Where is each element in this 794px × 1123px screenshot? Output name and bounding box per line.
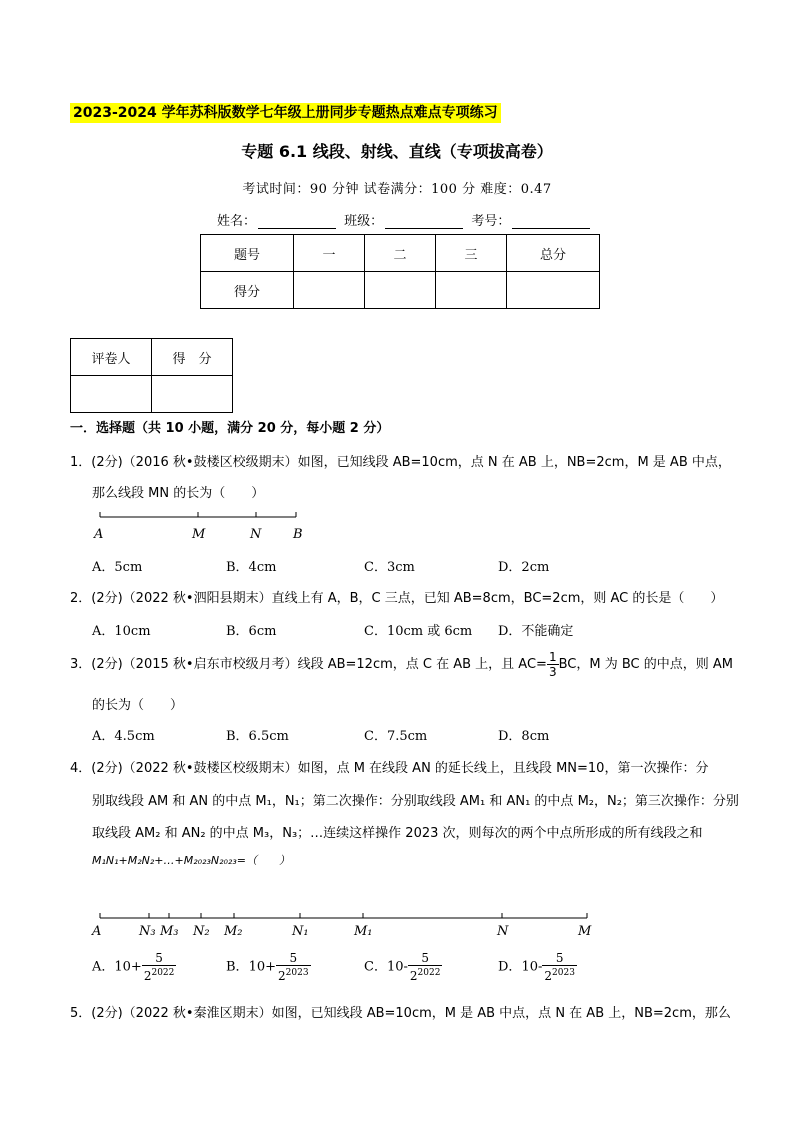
section-heading: 一．选择题（共 10 小题，满分 20 分，每小题 2 分） (70, 421, 390, 436)
q4-label-m1: M₁ (354, 924, 373, 939)
q4-option-d-letter: D． (498, 959, 522, 975)
class-label: 班级： (344, 214, 384, 229)
question-4-line-4: M₁N₁+M₂N₂+…+M₂₀₂₃N₂₀₂₃=（ ） (92, 854, 290, 867)
q3-option-b[interactable]: B．6.5cm (226, 729, 289, 744)
q1-label-a: A (94, 527, 104, 542)
q3-text-b: BC，M 为 BC 的中点，则 AM (558, 657, 733, 672)
score-cell[interactable] (365, 272, 436, 309)
grader-table (70, 338, 233, 413)
q4-option-d-frac (542, 951, 577, 983)
name-field[interactable] (258, 215, 336, 229)
q4-option-a-num: 5 (142, 951, 177, 966)
q1-option-b[interactable]: B．4cm (226, 560, 277, 575)
q3-frac-den: 3 (548, 665, 557, 679)
document-banner: 2023-2024 学年苏科版数学七年级上册同步专题热点难点专项练习 (70, 103, 501, 123)
id-field[interactable] (512, 215, 590, 229)
q4-option-a-frac (142, 951, 177, 983)
q4-option-d-den (542, 966, 577, 983)
page-title: 专题 6.1 线段、射线、直线（专项拔高卷） (241, 142, 553, 161)
q4-option-c[interactable] (364, 951, 442, 983)
q4-label-m3: M₃ (160, 924, 179, 939)
q4-option-a-prefix: 10+ (114, 959, 142, 975)
q4-label-a: A (92, 924, 102, 939)
q4-option-b-frac (276, 951, 311, 983)
q4-option-c-exp: 2022 (417, 968, 441, 978)
grader-header-cell: 得 分 (152, 339, 233, 376)
q1-label-n: N (250, 527, 262, 542)
q1-option-c[interactable]: C．3cm (364, 560, 415, 575)
q4-option-a-den (142, 966, 177, 983)
q4-option-a-base: 2 (143, 969, 152, 983)
question-4-line-2: 别取线段 AM 和 AN 的中点 M₁，N₁；第二次操作：分别取线段 AM₁ 和 AN₁ 的中点 M₂，N₂；第三次操作：分别 (92, 794, 739, 809)
score-row-label: 得分 (201, 272, 294, 309)
q4-option-b-num: 5 (276, 951, 311, 966)
q4-option-d-exp: 2023 (552, 968, 575, 978)
q4-option-b[interactable] (226, 951, 311, 983)
q3-text-a: 3．(2分)（2015 秋•启东市校级月考）线段 AB=12cm，点 C 在 AB 上，且 AC= (70, 657, 547, 672)
q4-option-c-base: 2 (409, 969, 418, 983)
score-cell[interactable] (507, 272, 600, 309)
q3-option-a[interactable]: A．4.5cm (92, 729, 155, 744)
score-header-cell: 二 (365, 235, 436, 272)
score-cell[interactable] (294, 272, 365, 309)
question-4-line-3: 取线段 AM₂ 和 AN₂ 的中点 M₃，N₃；…连续这样操作 2023 次，则每次的两个中点所形成的所有线段之和 (92, 826, 703, 841)
q3-option-c[interactable]: C．7.5cm (364, 729, 428, 744)
q4-label-n: N (497, 924, 509, 939)
q3-fraction (547, 650, 559, 679)
q3-frac-num: 1 (548, 650, 557, 664)
question-3-line-1 (70, 650, 733, 679)
exam-info: 考试时间：90 分钟 试卷满分：100 分 难度：0.47 (242, 182, 552, 197)
question-2-line-1: 2．(2分)（2022 秋•泗阳县期末）直线上有 A，B，C 三点，已知 AB=8cm，BC=2cm，则 AC 的长是（ ） (70, 591, 724, 606)
q2-option-b[interactable]: B．6cm (226, 624, 277, 639)
q1-option-d[interactable]: D．2cm (498, 560, 550, 575)
grader-cell[interactable] (152, 376, 233, 413)
q4-label-m: M (578, 924, 592, 939)
q4-option-c-prefix: 10- (386, 959, 408, 975)
q1-label-m: M (192, 527, 206, 542)
q4-option-c-frac (408, 951, 443, 983)
q2-option-a[interactable]: A．10cm (92, 624, 151, 639)
q4-option-b-prefix: 10+ (248, 959, 276, 975)
q2-option-d[interactable]: D．不能确定 (498, 624, 574, 639)
grader-header-cell: 评卷人 (71, 339, 152, 376)
q4-option-b-exp: 2023 (285, 968, 309, 978)
score-header-cell: 题号 (201, 235, 294, 272)
q4-option-c-den (408, 966, 443, 983)
q4-option-d[interactable] (498, 951, 577, 983)
student-fields (217, 210, 594, 229)
q4-option-b-den (276, 966, 311, 983)
q4-label-n3: N₃ (139, 924, 156, 939)
question-5-line-1: 5．(2分)（2022 秋•秦淮区期末）如图，已知线段 AB=10cm，M 是 AB 中点，点 N 在 AB 上，NB=2cm，那么 (70, 1006, 731, 1021)
q4-option-b-letter: B． (226, 959, 249, 975)
q4-option-a-exp: 2022 (151, 968, 175, 978)
grader-cell[interactable] (71, 376, 152, 413)
q4-label-n2: N₂ (193, 924, 210, 939)
q4-option-a[interactable] (92, 951, 176, 983)
q4-option-d-num: 5 (542, 951, 577, 966)
score-table (200, 234, 600, 309)
q4-option-c-num: 5 (408, 951, 443, 966)
score-header-cell: 三 (436, 235, 507, 272)
q4-option-a-letter: A． (92, 959, 115, 975)
q4-option-d-base: 2 (544, 969, 553, 983)
q3-option-d[interactable]: D．8cm (498, 729, 550, 744)
name-label: 姓名： (217, 214, 257, 229)
score-header-cell: 总分 (507, 235, 600, 272)
q2-option-c[interactable]: C．10cm 或 6cm (364, 624, 473, 639)
class-field[interactable] (385, 215, 463, 229)
q4-option-b-base: 2 (278, 969, 286, 983)
question-4-line-1: 4．(2分)（2022 秋•鼓楼区校级期末）如图，点 M 在线段 AN 的延长线上，且线段 MN=10，第一次操作：分 (70, 761, 709, 776)
question-1-line-1: 1．(2分)（2016 秋•鼓楼区校级期末）如图，已知线段 AB=10cm，点 N 在 AB 上，NB=2cm，M 是 AB 中点， (70, 455, 731, 470)
q1-option-a[interactable]: A．5cm (92, 560, 143, 575)
q4-label-n1: N₁ (292, 924, 309, 939)
score-header-cell: 一 (294, 235, 365, 272)
question-1-line-2: 那么线段 MN 的长为（ ） (92, 486, 265, 501)
q4-option-c-letter: C． (364, 959, 387, 975)
id-label: 考号： (471, 214, 511, 229)
q1-label-b: B (293, 527, 303, 542)
score-cell[interactable] (436, 272, 507, 309)
q4-label-m2: M₂ (224, 924, 243, 939)
q4-option-d-prefix: 10- (521, 959, 543, 975)
question-3-line-2: 的长为（ ） (92, 698, 184, 713)
